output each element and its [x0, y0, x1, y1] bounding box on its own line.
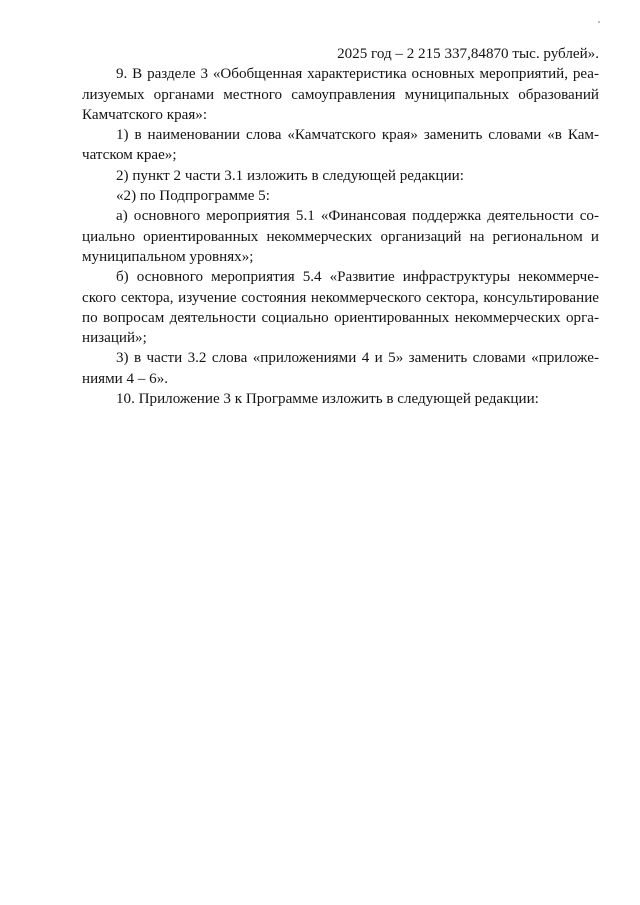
- text-line-item-10: 10. Приложение 3 к Программе изложить в следующей редакции:: [116, 391, 539, 408]
- text-line-sub-2: 2) пункт 2 части 3.1 изложить в следующей редакции:: [116, 167, 464, 184]
- document-body: [82, 44, 599, 409]
- text-line-sub-1: 1) в наименовании слова «Камчатского края» заменить словами «в Кам-: [116, 127, 599, 144]
- text-line-item-b-cont: ского сектора, изучение состояния некоммерческого сектора, консультирование: [82, 289, 599, 306]
- text-line-item-9-end: Камчатского края»:: [82, 106, 208, 123]
- text-line-item-9: 9. В разделе 3 «Обобщенная характеристика основных мероприятий, реа-: [116, 66, 599, 83]
- text-line-sub-1-end: чатском крае»;: [82, 147, 177, 164]
- text-line-budget-total: 2025 год – 2 215 337,84870 тыс. рублей».: [337, 46, 599, 62]
- text-line-item-a: а) основного мероприятия 5.1 «Финансовая поддержка деятельности со-: [116, 208, 599, 225]
- text-line-sub-3-end: ниями 4 – 6».: [82, 370, 169, 387]
- text-line-sub-3: 3) в части 3.2 слова «приложениями 4 и 5» заменить словами «приложе-: [116, 350, 599, 367]
- text-line-item-a-end: муниципальном уровнях»;: [82, 248, 254, 265]
- text-line-item-9-cont: лизуемых органами местного самоуправления муниципальных образований: [82, 86, 599, 103]
- text-line-subprogram-5: «2) по Подпрограмме 5:: [116, 188, 270, 205]
- text-line-item-b: б) основного мероприятия 5.4 «Развитие инфраструктуры некоммерче-: [116, 269, 599, 286]
- scan-mark: [598, 21, 600, 23]
- text-line-item-b-cont-2: по вопросам деятельности социально ориентированных некоммерческих орга-: [82, 309, 599, 326]
- text-line-item-b-end: низаций»;: [82, 330, 147, 347]
- text-line-item-a-cont: циально ориентированных некоммерческих организаций на региональном и: [82, 228, 599, 245]
